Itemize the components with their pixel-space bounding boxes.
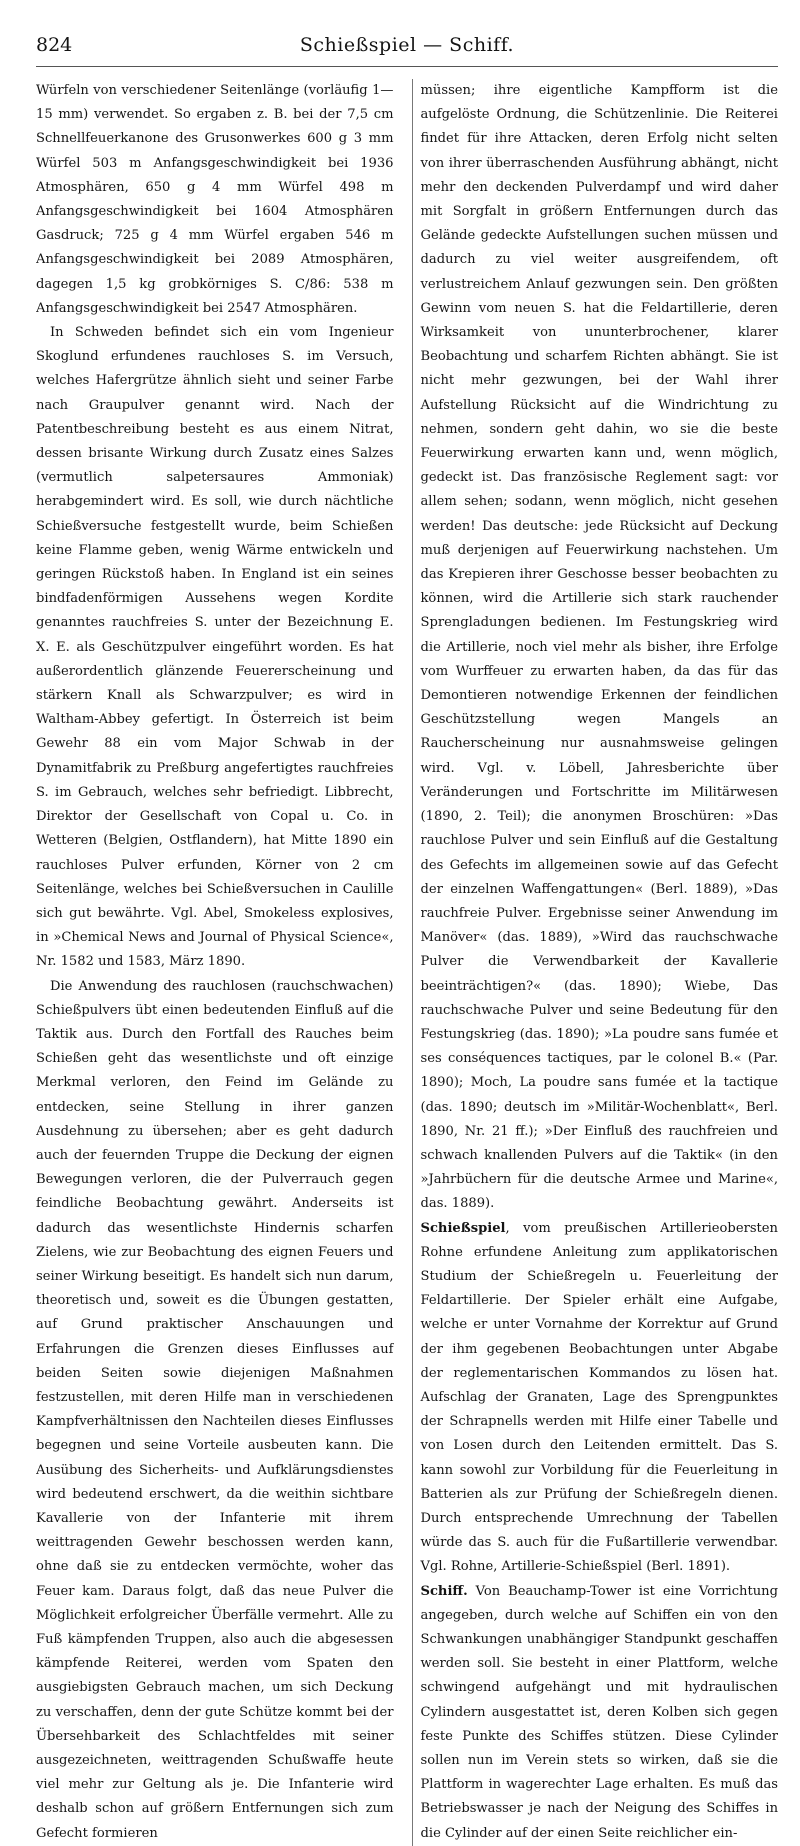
text-columns — [36, 79, 778, 1846]
right-column — [412, 79, 779, 1846]
entry-schiff — [421, 1580, 779, 1846]
entry-text: Von Beauchamp-Tower ist eine Vorrichtung angegeben, durch welche auf Schiffen ein von den Schwankungen unabhängiger Standpunkt geschaffen werden soll. Sie besteht in einer Plattform, welche schwingend aufgehängt und mit hydraulischen Cylindern ausgestattet ist, deren Kolben sich gegen feste Punkte des Schiffes stützen. Diese Cylinder sollen nun im Verein stets so wirken, daß sie die Plattform in wagerechter Lage erhalten. Es muß das Betriebswasser je nach der Neigung des Schiffes in die Cylinder auf der einen Seite reichlicher ein- — [420, 1583, 778, 1841]
entry-lemma: Schiff. — [420, 1583, 468, 1599]
entry-lemma: Schießspiel — [420, 1220, 506, 1236]
paragraph-tactics: Die Anwendung des rauchlosen (rauchschwachen) Schießpulvers übt einen bedeutenden Einfluß auf die Taktik aus. Durch den Fortfall des Rauches beim Schießen geht das wesentlichste und oft einzige Merkmal verloren, den Feind im Gelände zu entdecken, seine Stellung in ihrer ganzen Ausdehnung zu übersehen; aber es geht dadurch auch der feuernden Truppe die Deckung der eignen Bewegungen verloren, die der Pulverrauch gegen feindliche Beobachtung gewährt. Anderseits ist dadurch das wesentlichste Hindernis scharfen Zielens, wie zur Beobachtung des eignen Feuers und seiner Wirkung beseitigt. Es handelt sich nun darum, theoretisch und, soweit es die Übungen gestatten, auf Grund praktischer Anschauungen und Erfahrungen die Grenzen dieses Einflusses auf beiden Seiten sowie diejenigen Maßnahmen festzustellen, mit deren Hilfe man in verschiedenen Kampfverhältnissen den Nachteilen dieses Einflusses begegnen und seine Vorteile ausbeuten kann. Die Ausübung des Sicherheits- und Aufklärungsdienstes wird bedeutend erschwert, da die weithin sichtbare Kavallerie von der Infanterie mit ihrem weittragenden Gewehr beschossen werden kann, ohne daß sie zu entdecken vermöchte, woher das Feuer kam. Daraus folgt, daß das neue Pulver die Möglichkeit erfolgreicher Überfälle vermehrt. Alle zu Fuß kämpfenden Truppen, also auch die abgesessen kämpfende Reiterei, werden vom Spaten den ausgiebigsten Gebrauch machen, um sich Deckung zu verschaffen, denn der gute Schütze kommt bei der Übersehbarkeit des Schlachtfeldes mit seiner ausgezeichneten, weittragenden Schußwaffe heute viel mehr zur Geltung als je. Die Infanterie wird deshalb schon auf größern Entfernungen sich zum Gefecht formieren — [36, 978, 394, 1841]
entry-schiessspiel — [421, 1217, 779, 1580]
page-number: 824 — [36, 34, 73, 56]
paragraph-foreign-powders: In Schweden befindet sich ein vom Ingenieur Skoglund erfundenes rauchloses S. im Versuch, welches Hafergrütze ähnlich sieht und seiner Farbe nach Graupulver genannt wird. Nach der Patentbeschreibung besteht es aus einem Nitrat, dessen brisante Wirkung durch Zusatz eines Salzes (vermutlich salpetersaures Ammoniak) herabgemindert wird. Es soll, wie durch nächtliche Schießversuche festgestellt wurde, beim Schießen keine Flamme geben, wenig Wärme entwickeln und geringen Rückstoß haben. In England ist ein seines bindfadenförmigen Aussehens wegen Kordite genanntes rauchfreies S. unter der Bezeichnung E. X. E. als Geschützpulver eingeführt worden. Es hat außerordentlich glänzende Feuererscheinung und stärkern Knall als Schwarzpulver; es wird in Waltham-Abbey gefertigt. In Österreich ist beim Gewehr 88 ein vom Major Schwab in der Dynamitfabrik zu Preßburg angefertigtes rauchfreies S. im Gebrauch, welches sehr befriedigt. Libbrecht, Direktor der Gesellschaft von Copal u. Co. in Wetteren (Belgien, Ostflandern), hat Mitte 1890 ein rauchloses Pulver erfunden, Körner von 2 cm Seitenlänge, welches bei Schießversuchen in Caulille sich gut bewährte. Vgl. Abel, Smokeless explosives, in »Chemical News and Journal of Physical Science«, Nr. 1582 und 1583, März 1890. — [36, 325, 394, 970]
paragraph-powder-tests: Würfeln von verschiedener Seitenlänge (vorläufig 1—15 mm) verwendet. So ergaben z. B. bei der 7,5 cm Schnellfeuerkanone des Grusonwerkes 600 g 3 mm Würfel 503 m Anfangsgeschwindigkeit bei 1936 Atmosphären, 650 g 4 mm Würfel 498 m Anfangsgeschwindigkeit bei 1604 Atmosphären Gasdruck; 725 g 4 mm Würfel ergaben 546 m Anfangsgeschwindigkeit bei 2089 Atmosphären, dagegen 1,5 kg grobkörniges S. C/86: 538 m Anfangsgeschwindigkeit bei 2547 Atmosphären. — [36, 83, 394, 316]
running-head: Schießspiel — Schiff. — [299, 34, 515, 56]
entry-text: , vom preußischen Artillerieobersten Rohne erfundene Anleitung zum applikatorischen Studium der Schießregeln u. Feuerleitung der Feldartillerie. Der Spieler erhält eine Aufgabe, welche er unter Vornahme der Korrektur auf Grund der ihm gegebenen Beobachtungen unter Abgabe der reglementarischen Kommandos zu lösen hat. Aufschlag der Granaten, Lage des Sprengpunktes der Schrapnells werden mit Hilfe einer Tabelle und von Losen durch den Leitenden ermittelt. Das S. kann sowohl zur Vorbildung für die Feuerleitung in Batterien als zur Prüfung der Schießregeln dienen. Durch entsprechende Umrechnung der Tabellen würde das S. auch für die Fußartillerie verwendbar. Vgl. Rohne, Artillerie-Schießspiel (Berl. 1891). — [420, 1220, 778, 1575]
paragraph-tactics-continued: müssen; ihre eigentliche Kampfform ist die aufgelöste Ordnung, die Schützenlinie. Die Reiterei findet für ihre Attacken, deren Erfolg nicht selten von ihrer überraschenden Ausführung abhängt, nicht mehr den deckenden Pulverdampf und wird daher mit Sorgfalt in größern Entfernungen durch das Gelände gedeckte Aufstellungen suchen müssen und dadurch zu viel weiter ausgreifendem, oft verlustreichem Anlauf gezwungen sein. Den größten Gewinn vom neuen S. hat die Feldartillerie, deren Wirksamkeit von ununterbrochener, klarer Beobachtung und scharfem Richten abhängt. Sie ist nicht mehr gezwungen, bei der Wahl ihrer Aufstellung Rücksicht auf die Windrichtung zu nehmen, sondern geht dahin, wo sie die beste Feuerwirkung erwarten kann und, wenn möglich, gedeckt ist. Das französische Reglement sagt: vor allem sehen; sodann, wenn möglich, nicht gesehen werden! Das deutsche: jede Rücksicht auf Deckung muß derjenigen auf Feuerwirkung nachstehen. Um das Krepieren ihrer Geschosse besser beobachten zu können, wird die Artillerie sich stark rauchender Sprengladungen bedienen. Im Festungskrieg wird die Artillerie, noch viel mehr als bisher, ihre Erfolge vom Wurffeuer zu erwarten haben, da das für das Demontieren notwendige Erkennen der feindlichen Geschützstellung wegen Mangels an Raucherscheinung nur ausnahmsweise gelingen wird. Vgl. v. Löbell, Jahresberichte über Veränderungen und Fortschritte im Militärwesen (1890, 2. Teil); die anonymen Broschüren: »Das rauchlose Pulver und sein Einfluß auf die Gestaltung des Gefechts im allgemeinen sowie auf das Gefecht der einzelnen Waffengattungen« (Berl. 1889), »Das rauchfreie Pulver. Ergebnisse seiner Anwendung im Manöver« (das. 1889), »Wird das rauchschwache Pulver die Verwendbarkeit der Kavallerie beeinträchtigen?« (das. 1890); Wiebe, Das rauchschwache Pulver und seine Bedeutung für den Festungskrieg (das. 1890); »La poudre sans fumée et ses conséquences tactiques, par le colonel B.« (Par. 1890); Moch, La poudre sans fumée et la tactique (das. 1890; deutsch im »Militär-Wochenblatt«, Berl. 1890, Nr. 21 ff.); »Der Einfluß des rauchfreien und schwach knallenden Pulvers auf die Taktik« (in den »Jahrbüchern für die deutsche Armee und Marine«, das. 1889). — [420, 83, 778, 1212]
left-column — [36, 79, 394, 1846]
page-header — [36, 22, 778, 67]
